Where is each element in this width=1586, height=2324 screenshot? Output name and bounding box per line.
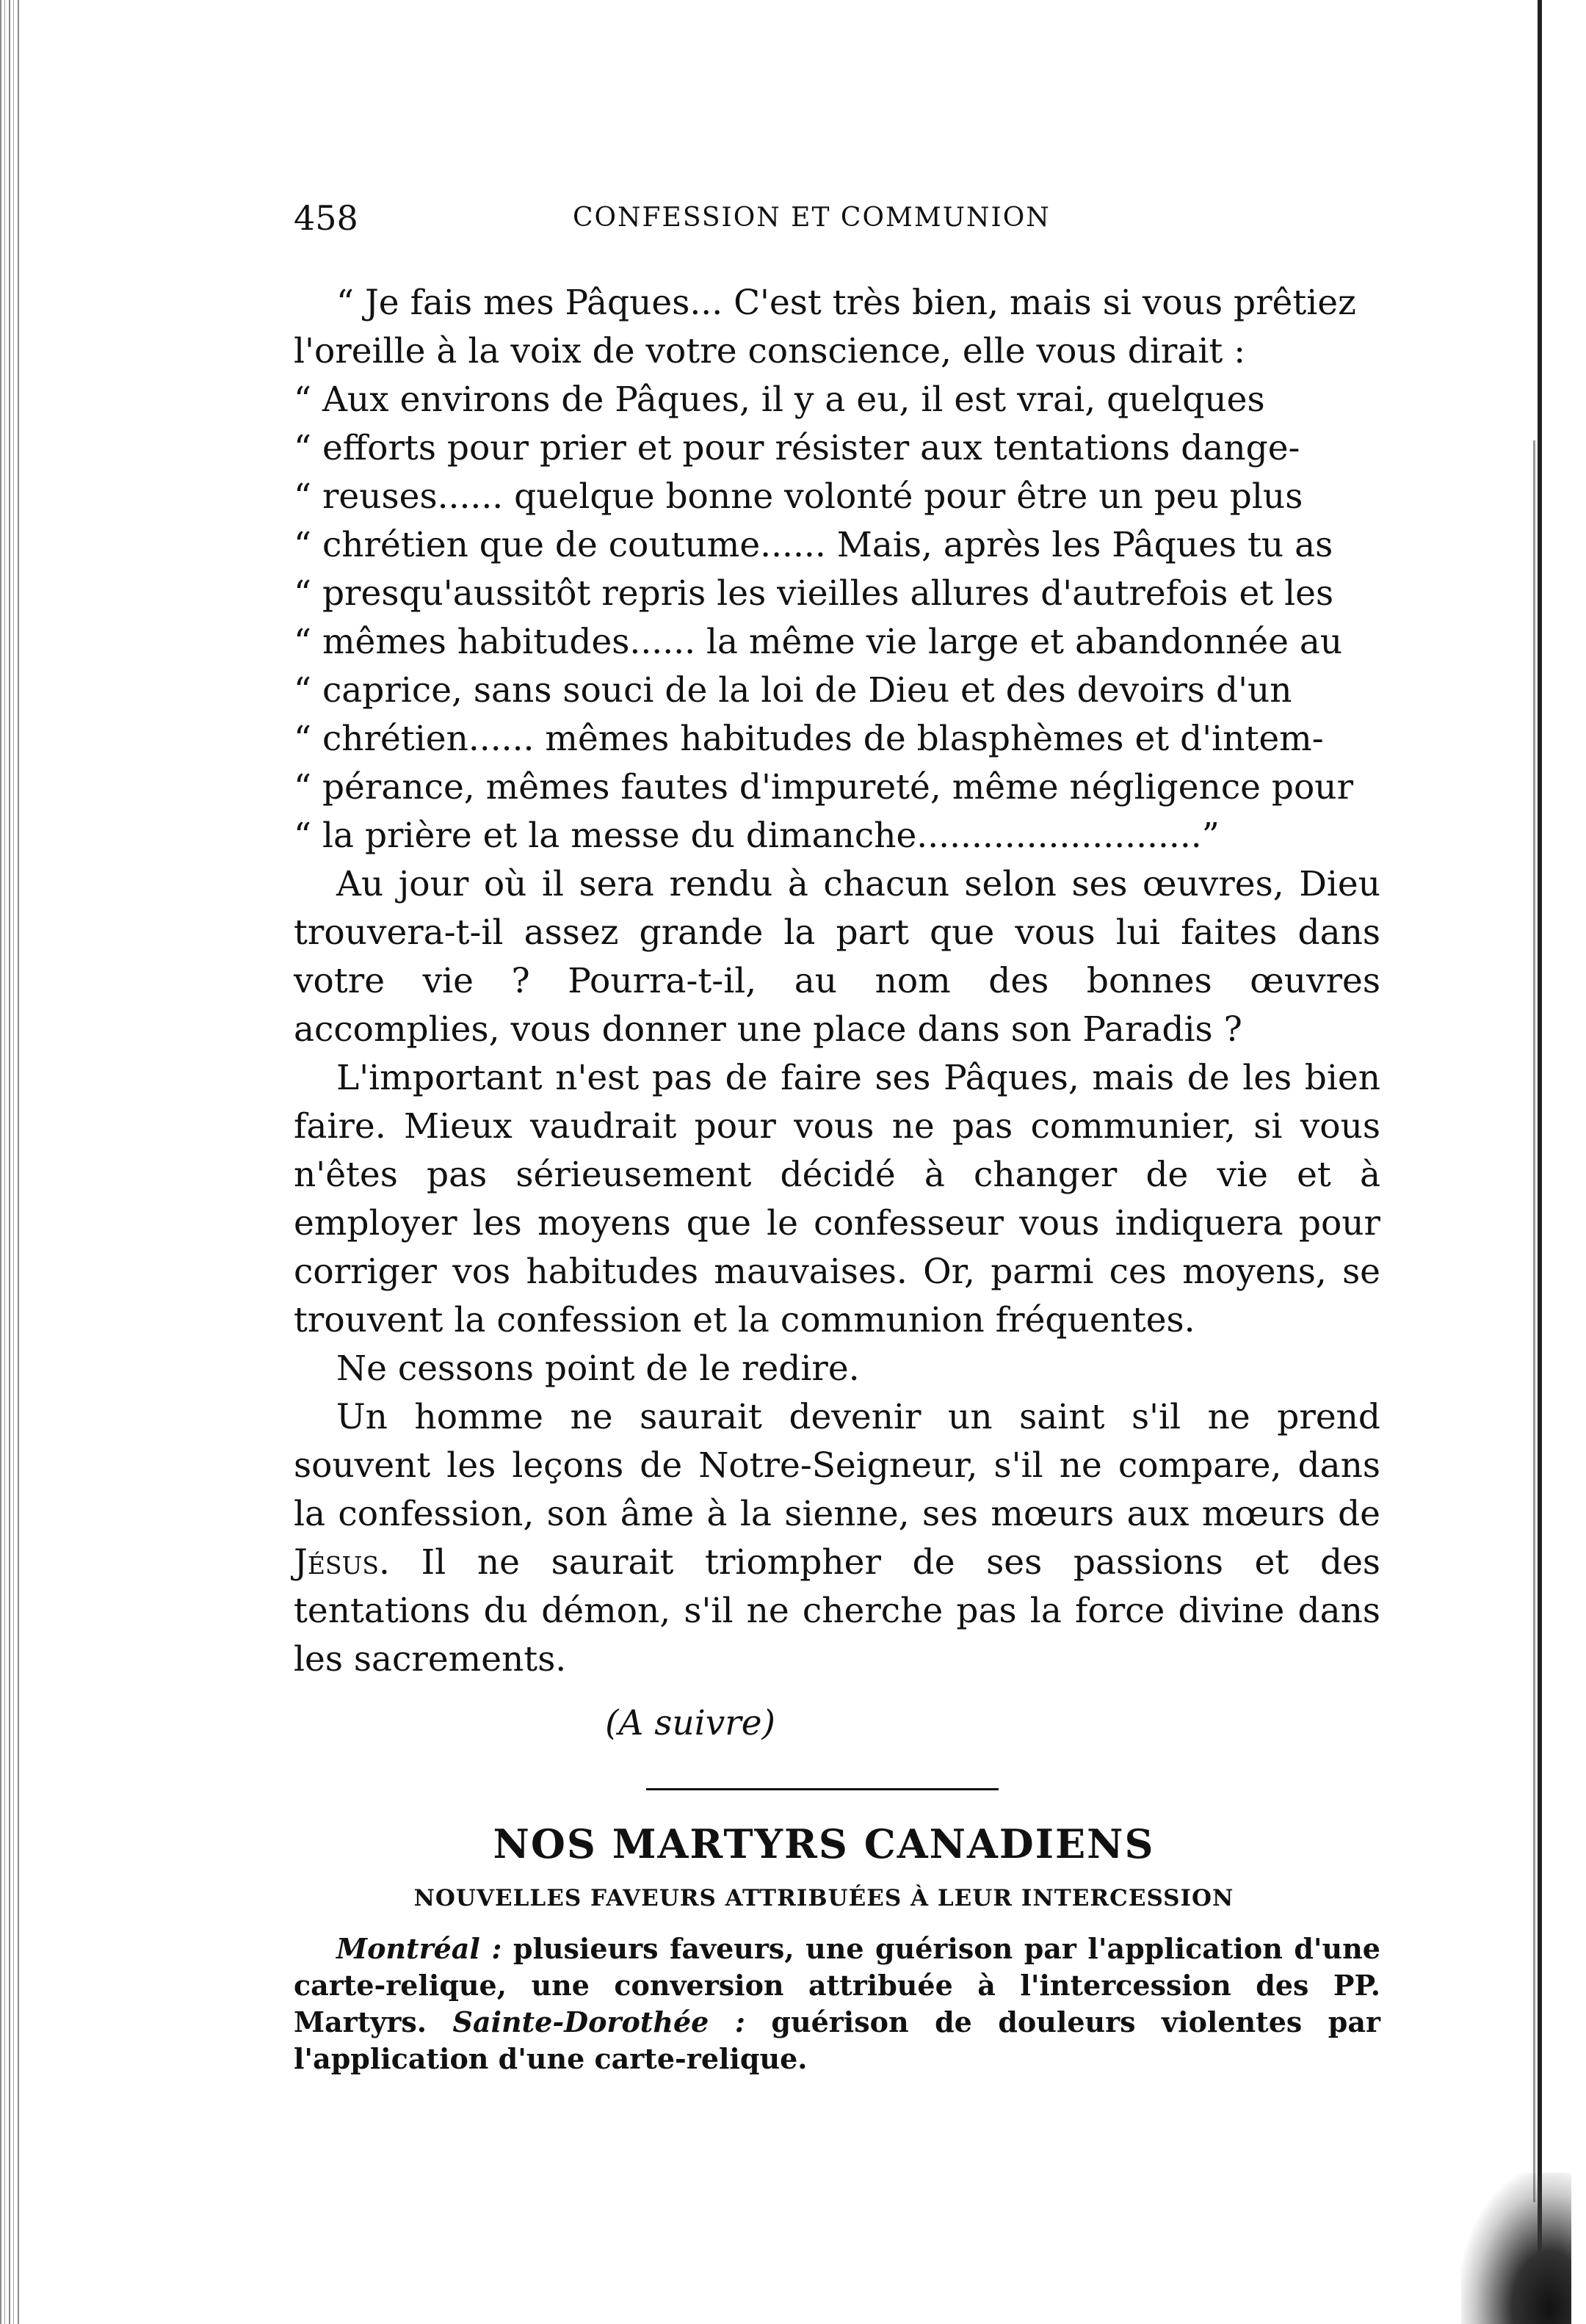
paragraph: Ne cessons point de le redire. <box>336 1348 860 1389</box>
scan-smudge <box>1461 2173 1571 2324</box>
quote-line: “ chrétien...... mêmes habitudes de blasphèmes et d'intem- <box>294 719 1324 759</box>
running-title: CONFESSION ET COMMUNION <box>573 203 1051 233</box>
scan-edge-right-shadow <box>1533 440 1535 2202</box>
quote-line: l'oreille à la voix de votre conscience, elle vous dirait : <box>294 331 1246 371</box>
quote-line: “ la prière et la messe du dimanche..........................” <box>294 816 1220 856</box>
page-number: 458 <box>294 198 358 238</box>
paragraph: Au jour où il sera rendu à chacun selon ses œuvres, Dieu trouvera-t-il assez grande la part que vous lui faites dans votre vie ? Pourra-t-il, au nom des bonnes œuvres accomplies, vous donner une place dans son Paradis ? <box>294 864 1380 1050</box>
scan-edge-right <box>1538 0 1542 2324</box>
quote-line: “ efforts pour prier et pour résister aux tentations dange- <box>294 428 1300 468</box>
section-subtitle: NOUVELLES FAVEURS ATTRIBUÉES À LEUR INTERCESSION <box>413 1885 1234 1911</box>
quote-line: “ caprice, sans souci de la loi de Dieu et des devoirs d'un <box>294 670 1292 711</box>
section-title: NOS MARTYRS CANADIENS <box>493 1820 1155 1867</box>
favour-text: plusieurs faveurs, une guérison par l'application d'une carte-relique, une conversion attribuée à l'intercession des PP. Martyrs. <box>294 1932 1380 2038</box>
paragraph-text: . Il ne saurait triompher de ses passions et des tentations du démon, s'il ne cherche pas la force divine dans les sacrements. <box>294 1542 1380 1680</box>
quote-line: “ presqu'aussitôt repris les vieilles allures d'autrefois et les <box>294 573 1334 614</box>
quote-line: “ Je fais mes Pâques... C'est très bien, mais si vous prêtiez <box>336 283 1356 323</box>
section-body <box>294 1931 1380 2077</box>
quote-line: “ pérance, mêmes fautes d'impureté, même négligence pour <box>294 767 1354 807</box>
quoted-passage <box>294 279 1380 860</box>
section-divider <box>646 1788 999 1790</box>
place-name: Sainte-Dorothée : <box>452 2005 745 2038</box>
scan-edge-left <box>0 0 22 2324</box>
quote-line: “ reuses...... quelque bonne volonté pour être un peu plus <box>294 476 1303 517</box>
name-jesus: Jésus <box>294 1542 379 1583</box>
favours-paragraph <box>294 1931 1380 2077</box>
favour-text: guérison de douleurs violentes par l'application d'une carte-relique. <box>294 2005 1380 2075</box>
page-header <box>294 198 1395 242</box>
paragraph: L'important n'est pas de faire ses Pâques, mais de les bien faire. Mieux vaudrait pour vous ne pas communier, si vous n'êtes pas sérieusement décidé à changer de vie et à employer les moyens que le confesseur vous indiquera pour corriger vos habitudes mauvaises. Or, parmi ces moyens, se trouvent la confession et la communion fréquentes. <box>294 1058 1380 1340</box>
main-text <box>294 279 1380 1684</box>
paragraph-text: Un homme ne saurait devenir un saint s'il ne prend souvent les leçons de Notre-Seigneur, s'il ne compare, dans la confession, son âme à la sienne, ses mœurs aux mœurs de <box>294 1397 1380 1534</box>
place-name: Montréal : <box>336 1932 502 1965</box>
quote-line: “ chrétien que de coutume...... Mais, après les Pâques tu as <box>294 525 1333 565</box>
quote-line: “ Aux environs de Pâques, il y a eu, il est vrai, quelques <box>294 380 1265 420</box>
continued-note: (A suivre) <box>605 1703 775 1743</box>
paragraph-last <box>294 1393 1380 1684</box>
quote-line: “ mêmes habitudes...... la même vie large et abandonnée au <box>294 622 1343 662</box>
